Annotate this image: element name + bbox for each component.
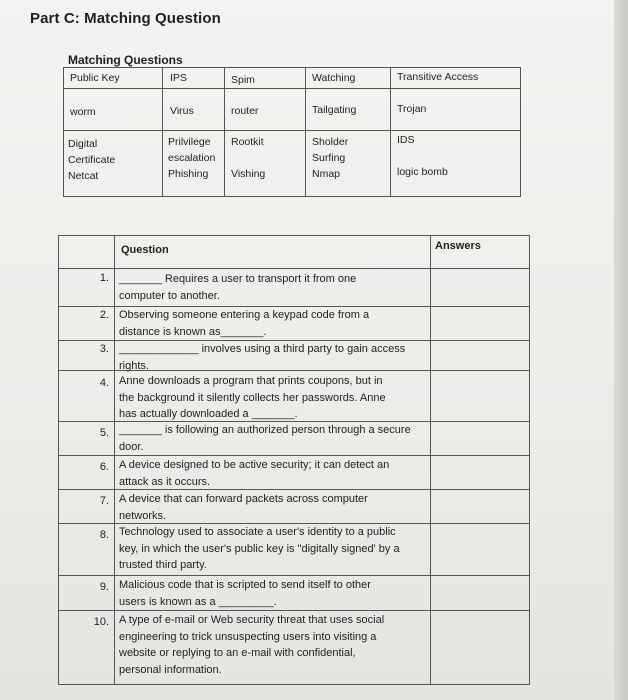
word-bank-table xyxy=(63,67,521,197)
word-cell: Tailgating xyxy=(312,104,357,116)
question-text: _______ is following an authorized person through a secure door. xyxy=(119,424,411,453)
word-cell: Watching xyxy=(312,72,356,84)
question-number: 9. xyxy=(99,581,109,593)
page-edge xyxy=(614,0,628,700)
matching-heading: Matching Questions xyxy=(68,53,183,67)
table-row xyxy=(59,489,529,524)
question-number: 1. xyxy=(99,272,109,284)
question-text: Malicious code that is scripted to send itself to other users is known as a _________. xyxy=(119,579,371,608)
question-text: _____________ involves using a third party to gain access rights. xyxy=(119,343,406,372)
question-number: 2. xyxy=(99,309,109,321)
part-title: Part C: Matching Question xyxy=(30,10,221,27)
questions-table xyxy=(58,235,530,685)
question-number: 3. xyxy=(99,343,109,355)
table-row xyxy=(59,370,529,423)
question-text: A type of e-mail or Web security threat that uses social engineering to trick unsuspecting users into visiting a website or replying to an e-mail with confidential, personal information. xyxy=(119,614,385,676)
question-number: 7. xyxy=(99,495,109,507)
word-cell: Rootkit Vishing xyxy=(231,136,266,180)
word-cell: worm xyxy=(70,106,96,118)
grid-divider xyxy=(64,88,520,89)
table-row xyxy=(59,610,529,683)
question-header: Question xyxy=(121,244,169,256)
question-text: Technology used to associate a user's identity to a public key, in which the user's public key is "digitally signed' by a trusted third party. xyxy=(119,526,400,571)
question-text: Anne downloads a program that prints coupons, but in the background it silently collects her passwords. Anne has actually downloaded a _______. xyxy=(119,375,386,420)
word-cell: Prilvilege escalation Phishing xyxy=(168,136,216,180)
grid-divider xyxy=(64,130,520,131)
word-cell: Transitive Access xyxy=(397,71,479,83)
question-number: 6. xyxy=(99,461,109,473)
table-row xyxy=(59,455,529,490)
answers-header: Answers xyxy=(435,240,481,252)
table-row xyxy=(59,268,529,307)
word-cell: Virus xyxy=(170,105,194,117)
question-text: _______ Requires a user to transport it from one computer to another. xyxy=(119,273,357,302)
word-cell: IPS xyxy=(170,72,187,84)
table-row xyxy=(59,306,529,341)
question-text: A device designed to be active security; it can detect an attack as it occurs. xyxy=(119,459,390,488)
question-number: 8. xyxy=(99,529,109,541)
table-row xyxy=(59,575,529,612)
word-cell: Spim xyxy=(231,74,255,86)
word-cell: IDS logic bomb xyxy=(397,134,448,178)
table-row xyxy=(59,523,529,576)
question-text: A device that can forward packets across computer networks. xyxy=(119,493,368,522)
word-cell: Digital Certificate Netcat xyxy=(68,138,116,182)
question-number: 5. xyxy=(99,427,109,439)
word-cell: Trojan xyxy=(397,103,427,115)
word-cell: Sholder Surfing Nmap xyxy=(312,136,349,180)
question-text: Observing someone entering a keypad code from a distance is known as_______. xyxy=(119,309,370,338)
question-number: 4. xyxy=(99,377,109,389)
word-cell: Public Key xyxy=(70,72,120,84)
word-cell: router xyxy=(231,105,259,117)
question-number: 10. xyxy=(93,616,109,628)
table-row xyxy=(59,421,529,456)
